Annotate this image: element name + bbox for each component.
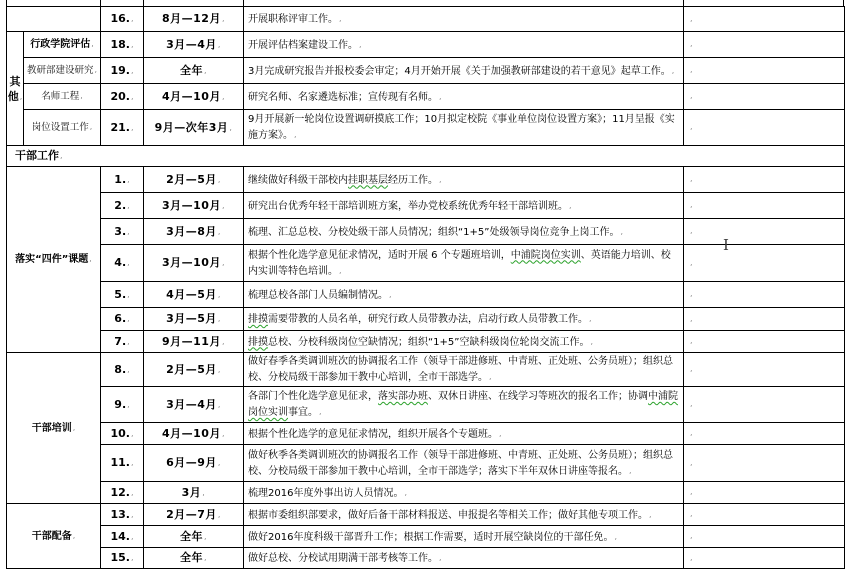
empty-status-cell[interactable]: [684, 193, 845, 219]
cell-text: 18.: [110, 37, 130, 51]
row-number-cell[interactable]: [101, 445, 144, 482]
cell-end-mark: ,: [130, 509, 134, 519]
cell-end-mark: ,: [319, 407, 322, 416]
empty-status-cell[interactable]: [684, 526, 845, 548]
task-cell[interactable]: [244, 504, 684, 526]
table-row: [7, 193, 845, 219]
cell-end-mark: ,: [217, 226, 221, 236]
row-number-cell[interactable]: [101, 7, 144, 32]
subcategory-cell[interactable]: [24, 58, 101, 84]
cell-text: 6.: [114, 312, 127, 325]
table-row: [7, 282, 845, 308]
cell-end-mark: ,: [339, 265, 342, 275]
cell-end-mark: ,: [217, 399, 221, 409]
task-cell[interactable]: [244, 331, 684, 353]
cell-text: 行政学院评估: [30, 39, 91, 50]
task-cell[interactable]: [244, 58, 684, 84]
cell-text: 3.: [114, 224, 127, 238]
task-cell[interactable]: [244, 445, 684, 482]
cell-end-mark: ,: [229, 122, 233, 132]
task-text: 梳理、汇总总校、分校处级干部人员情况；组织“1+5”处级领导岗位竞争上岗工作。: [248, 226, 620, 238]
cell-end-mark: ,: [690, 509, 693, 518]
task-text: 、双休日讲座、在线学习等班次的报名工作；协调: [428, 391, 648, 402]
row-number-cell[interactable]: [101, 353, 144, 387]
cell-text: 3月: [181, 485, 202, 499]
cell-end-mark: ,: [130, 122, 134, 132]
row-number-cell[interactable]: [101, 167, 144, 193]
row-number-cell[interactable]: [101, 548, 144, 569]
cell-end-mark: ,: [221, 200, 225, 210]
cell-text: 9月—次年3月: [154, 120, 229, 134]
row-number-cell[interactable]: [101, 193, 144, 219]
cell-text: 16.: [110, 12, 130, 25]
row-number-cell[interactable]: [101, 504, 144, 526]
cell-end-mark: ,: [217, 458, 221, 467]
cell-end-mark: ,: [91, 39, 94, 48]
empty-status-cell[interactable]: [684, 331, 845, 353]
cell-end-mark: ,: [127, 226, 130, 236]
task-cell[interactable]: [244, 482, 684, 504]
cell-text: 21.: [110, 120, 130, 134]
cell-end-mark: ,: [217, 39, 221, 49]
cell-end-mark: ,: [671, 65, 675, 75]
cell-end-mark: ,: [614, 531, 617, 541]
cell-end-mark: ,: [60, 151, 63, 160]
row-number-cell[interactable]: [101, 308, 144, 331]
empty-status-cell[interactable]: [684, 58, 845, 84]
section-header-cell[interactable]: [7, 146, 845, 167]
task-cell[interactable]: [244, 282, 684, 308]
date-range-cell[interactable]: [144, 423, 244, 445]
category-cell-empty[interactable]: [7, 7, 101, 32]
row-number-cell[interactable]: [101, 282, 144, 308]
cell-end-mark: ,: [130, 39, 134, 49]
spellcheck-flagged-text: 落实部办班: [378, 391, 428, 402]
date-range-cell[interactable]: [144, 110, 244, 146]
table-row: [7, 331, 845, 353]
cell-end-mark: ,: [203, 553, 208, 562]
cell-text: 名师工程: [41, 91, 80, 102]
cell-end-mark: ,: [127, 336, 130, 346]
cell-end-mark: ,: [221, 91, 225, 101]
date-range-cell[interactable]: [144, 308, 244, 331]
task-text: 做好总校、分校试用期满干部考核等工作。: [248, 553, 438, 564]
task-text: 9月开展新一轮岗位设置调研摸底工作；10月拟定校院《事业单位岗位设置方案》；11月呈报《实施方案》。: [248, 114, 675, 141]
empty-status-cell[interactable]: [684, 167, 845, 193]
cell-text: 15.: [110, 551, 130, 564]
date-range-cell[interactable]: [144, 58, 244, 84]
cell-end-mark: ,: [690, 289, 693, 298]
row-number-cell[interactable]: [101, 482, 144, 504]
cell-text: 10.: [110, 426, 130, 440]
task-cell[interactable]: [244, 84, 684, 110]
date-range-cell[interactable]: [144, 445, 244, 482]
cell-end-mark: ,: [203, 65, 208, 75]
date-range-cell[interactable]: [144, 282, 244, 308]
task-text: 做好秋季各类调训班次的协调报名工作（领导干部进修班、中青班、正处班、公务员班）；组织总校、分校局级干部参加干教中心培训，全市干部选学；落实下半年双休日讲座等报名。: [248, 449, 673, 477]
date-range-cell[interactable]: [144, 387, 244, 423]
cell-text: 干部配备: [31, 530, 72, 542]
cell-end-mark: ,: [130, 553, 134, 562]
spellcheck-flagged-text: 挂职基层: [348, 174, 388, 186]
cell-end-mark: ,: [620, 226, 624, 236]
cell-end-mark: ,: [221, 258, 225, 267]
cell-text: 落实“四件”课题: [15, 254, 89, 265]
cell-end-mark: ,: [127, 364, 130, 374]
date-range-cell[interactable]: [144, 331, 244, 353]
row-number-cell[interactable]: [101, 423, 144, 445]
cell-end-mark: ,: [439, 91, 442, 101]
cell-end-mark: ,: [499, 428, 502, 438]
task-cell[interactable]: [244, 548, 684, 569]
task-cell[interactable]: [244, 110, 684, 146]
cell-end-mark: ,: [294, 130, 297, 139]
cell-end-mark: ,: [127, 258, 130, 267]
cell-text: 3月—4月: [166, 37, 217, 51]
empty-status-cell[interactable]: [684, 110, 845, 146]
task-cell[interactable]: [244, 167, 684, 193]
task-cell[interactable]: [244, 423, 684, 445]
cell-end-mark: ,: [217, 174, 221, 184]
task-text: 、英语能力培训、校内实训等特色培训。: [248, 249, 671, 277]
cell-end-mark: ,: [202, 487, 206, 497]
task-text: 3月完成研究报告并报校委会审定；4月开始开展《关于加强教研部建设的若干意见》起草工作。: [248, 65, 671, 77]
date-range-cell[interactable]: [144, 84, 244, 110]
cell-end-mark: ,: [19, 91, 23, 101]
task-cell[interactable]: [244, 308, 684, 331]
cell-text: 全年: [179, 529, 203, 543]
cell-end-mark: ,: [127, 314, 130, 323]
subcategory-cell[interactable]: [24, 32, 101, 58]
date-range-cell[interactable]: [144, 482, 244, 504]
cell-text: 5.: [114, 287, 127, 301]
task-text: 研究出台优秀年轻干部培训班方案，举办党校系统优秀年轻干部培训班。: [248, 200, 568, 212]
cell-text: 3月—8月: [166, 224, 217, 238]
category-cell[interactable]: [7, 32, 24, 146]
date-range-cell[interactable]: [144, 167, 244, 193]
row-number-cell[interactable]: [101, 32, 144, 58]
row-number-cell[interactable]: [101, 110, 144, 146]
cell-end-mark: ,: [690, 531, 693, 540]
cell-end-mark: ,: [127, 200, 130, 210]
table-row: [7, 7, 845, 32]
cell-text: 12.: [110, 485, 130, 499]
cell-end-mark: ,: [72, 422, 76, 432]
cell-end-mark: ,: [217, 364, 221, 374]
empty-status-cell[interactable]: [684, 423, 845, 445]
task-text: 各部门个性化选学意见征求，: [248, 391, 378, 402]
cell-text: 全年: [179, 63, 203, 77]
cell-end-mark: ,: [203, 531, 208, 541]
date-range-cell[interactable]: [144, 526, 244, 548]
table-row: [7, 219, 845, 245]
cell-end-mark: ,: [130, 14, 134, 23]
cell-end-mark: ,: [690, 364, 693, 373]
empty-status-cell[interactable]: [684, 504, 845, 526]
task-text: 经历工作。: [388, 174, 438, 186]
cell-text: 2月—5月: [166, 172, 217, 186]
cell-text: 1.: [114, 172, 127, 186]
cell-end-mark: ,: [649, 509, 652, 519]
spellcheck-flagged-text: 中浦院岗位实训: [248, 391, 678, 418]
task-text: 做好春季各类调训班次的协调报名工作（领导干部进修班、中青班、正处班、公务员班）；组织总校、分校局级干部参加干教中心培训，全市干部选学。: [248, 356, 673, 383]
cell-end-mark: ,: [130, 65, 134, 75]
cell-end-mark: ,: [690, 174, 693, 183]
cell-end-mark: ,: [690, 39, 693, 48]
cell-end-mark: ,: [221, 14, 225, 23]
task-text: 总校、分校科级岗位空缺情况；组织“1+5”空缺科级岗位轮岗交流工作。: [268, 336, 590, 348]
empty-status-cell[interactable]: [684, 32, 845, 58]
cell-end-mark: ,: [690, 336, 693, 345]
empty-status-cell[interactable]: [684, 245, 845, 282]
cell-end-mark: ,: [127, 289, 130, 299]
task-text: 梳理2016年度外事出访人员情况。: [248, 487, 404, 499]
cell-text: 9月—11月: [161, 334, 221, 348]
table-row: [7, 482, 845, 504]
cell-end-mark: ,: [94, 65, 98, 74]
empty-status-cell[interactable]: [684, 282, 845, 308]
cell-end-mark: ,: [130, 428, 134, 438]
table-row: [7, 548, 845, 569]
spellcheck-flagged-text: 排摸: [248, 336, 268, 348]
cell-text: 其他: [7, 74, 21, 103]
date-range-cell[interactable]: [144, 548, 244, 569]
cell-text: 3月—4月: [166, 397, 217, 411]
cell-text: 4月—10月: [161, 89, 221, 103]
row-number-cell[interactable]: [101, 219, 144, 245]
cell-end-mark: ,: [389, 289, 392, 299]
cell-end-mark: ,: [690, 428, 693, 437]
table-row: [7, 32, 845, 58]
date-range-cell[interactable]: [144, 353, 244, 387]
cell-text: 4月—5月: [166, 287, 217, 301]
cell-text: 干部培训: [31, 422, 72, 434]
cell-text: 岗位设置工作: [31, 122, 89, 133]
cell-text: 11.: [110, 456, 130, 469]
cell-end-mark: ,: [359, 39, 362, 49]
date-range-cell[interactable]: [144, 7, 244, 32]
cell-text: 4月—10月: [161, 426, 221, 440]
cell-end-mark: ,: [439, 174, 442, 184]
cell-end-mark: ,: [130, 458, 134, 467]
row-number-cell[interactable]: [101, 58, 144, 84]
cell-text: 8.: [114, 362, 127, 376]
cell-text: 3月—10月: [161, 256, 221, 269]
task-cell[interactable]: [244, 387, 684, 423]
cell-end-mark: ,: [569, 200, 572, 210]
cell-text: 4.: [114, 256, 127, 269]
cell-end-mark: ,: [404, 487, 407, 497]
task-text: 研究名师、名家遴选标准；宣传现有名师。: [248, 91, 438, 103]
table-row: [7, 308, 845, 331]
cell-text: 6月—9月: [166, 456, 217, 469]
task-text: 根据个性化选学的意见征求情况，组织开展各个专题班。: [248, 428, 498, 440]
spellcheck-flagged-text: 中浦院岗位实训: [510, 249, 581, 261]
task-text: 继续做好科级干部校内: [248, 174, 348, 186]
cell-text: 20.: [110, 89, 130, 103]
cell-end-mark: ,: [439, 553, 442, 562]
work-plan-table: [6, 6, 845, 569]
empty-status-cell[interactable]: [684, 445, 845, 482]
cell-end-mark: ,: [217, 314, 221, 323]
task-cell[interactable]: [244, 245, 684, 282]
cell-text: 2月—7月: [166, 507, 217, 521]
row-number-cell[interactable]: [101, 84, 144, 110]
row-number-cell[interactable]: [101, 245, 144, 282]
cell-text: 13.: [110, 507, 130, 521]
cell-end-mark: ,: [89, 122, 93, 131]
cell-end-mark: ,: [590, 336, 594, 346]
cell-text: 教研部建设研究: [26, 65, 94, 76]
table-row: [7, 245, 845, 282]
cell-end-mark: ,: [130, 487, 134, 497]
cell-end-mark: ,: [690, 65, 693, 74]
cell-end-mark: ,: [127, 399, 130, 409]
cell-text: 14.: [110, 529, 130, 543]
cell-text: 2月—5月: [166, 362, 217, 376]
table-row: [7, 110, 845, 146]
cell-end-mark: ,: [690, 91, 693, 100]
table-row: [7, 84, 845, 110]
empty-status-cell[interactable]: [684, 548, 845, 569]
table-row: [7, 445, 845, 482]
task-cell[interactable]: [244, 219, 684, 245]
cell-end-mark: ,: [217, 289, 221, 299]
empty-status-cell[interactable]: [684, 387, 845, 423]
table-row: [7, 504, 845, 526]
cell-end-mark: ,: [89, 254, 92, 263]
cell-end-mark: ,: [489, 372, 492, 381]
cell-end-mark: ,: [72, 530, 76, 540]
task-cell[interactable]: [244, 32, 684, 58]
cell-end-mark: ,: [690, 226, 693, 235]
cell-text: 7.: [114, 334, 127, 348]
cell-end-mark: ,: [690, 257, 693, 267]
cell-text: 8月—12月: [161, 12, 221, 25]
empty-status-cell[interactable]: [684, 353, 845, 387]
cell-end-mark: ,: [690, 13, 693, 23]
cell-end-mark: ,: [690, 200, 693, 209]
cell-end-mark: ,: [80, 91, 83, 100]
subcategory-cell[interactable]: [24, 110, 101, 146]
task-text: 开展评估档案建设工作。: [248, 39, 358, 51]
empty-status-cell[interactable]: [684, 482, 845, 504]
table-row: [7, 353, 845, 387]
task-text: 梳理总校各部门人员编制情况。: [248, 289, 388, 301]
cell-end-mark: ,: [339, 14, 342, 23]
cell-text: 2.: [114, 198, 127, 212]
text-cursor-ibeam: I: [723, 236, 729, 254]
task-text: 根据个性化选学意见征求情况，适时开展 6 个专题班培训，: [248, 249, 511, 261]
cell-end-mark: ,: [690, 399, 693, 408]
cell-text: 19.: [110, 63, 130, 77]
table-row: [7, 387, 845, 423]
table-row: [7, 146, 845, 167]
work-plan-table-body: [7, 7, 845, 569]
task-cell[interactable]: [244, 193, 684, 219]
empty-status-cell[interactable]: [684, 84, 845, 110]
group-label-cell[interactable]: [7, 504, 101, 569]
task-cell[interactable]: [244, 353, 684, 387]
cell-end-mark: ,: [130, 531, 134, 541]
row-number-cell[interactable]: [101, 331, 144, 353]
cell-end-mark: ,: [127, 174, 130, 184]
task-text: 开展职称评审工作。: [248, 14, 338, 25]
cell-text: 3月—5月: [166, 312, 217, 325]
date-range-cell[interactable]: [144, 32, 244, 58]
cell-end-mark: ,: [629, 465, 632, 475]
empty-status-cell[interactable]: [684, 7, 845, 32]
table-row: [7, 167, 845, 193]
spellcheck-flagged-text: 排摸: [248, 314, 268, 325]
empty-status-cell[interactable]: [684, 308, 845, 331]
table-row: [7, 58, 845, 84]
cell-text: 3月—10月: [161, 198, 221, 212]
cell-end-mark: ,: [221, 428, 225, 438]
cell-end-mark: ,: [690, 552, 693, 562]
task-cell[interactable]: [244, 7, 684, 32]
cell-end-mark: ,: [130, 91, 134, 101]
cell-end-mark: ,: [690, 122, 693, 131]
cell-end-mark: ,: [690, 457, 693, 467]
date-range-cell[interactable]: [144, 245, 244, 282]
cell-text: 9.: [114, 397, 127, 411]
cell-end-mark: ,: [217, 509, 221, 519]
task-text: 需要带教的人员名单，研究行政人员带教办法，启动行政人员带教工作。: [268, 314, 588, 325]
task-text: 事宜。: [288, 407, 318, 418]
cell-end-mark: ,: [690, 487, 693, 496]
cell-end-mark: ,: [221, 336, 225, 346]
task-cell[interactable]: [244, 526, 684, 548]
cell-text: 干部工作: [15, 149, 59, 162]
row-number-cell[interactable]: [101, 526, 144, 548]
cell-end-mark: ,: [589, 314, 592, 323]
empty-status-cell[interactable]: [684, 219, 845, 245]
date-range-cell[interactable]: [144, 193, 244, 219]
group-label-cell[interactable]: [7, 167, 101, 353]
subcategory-cell[interactable]: [24, 84, 101, 110]
date-range-cell[interactable]: [144, 504, 244, 526]
task-text: 根据市委组织部要求，做好后备干部材料报送、申报提名等相关工作；做好其他专项工作。: [248, 509, 648, 521]
table-row: [7, 423, 845, 445]
row-number-cell[interactable]: [101, 387, 144, 423]
table-row: [7, 526, 845, 548]
date-range-cell[interactable]: [144, 219, 244, 245]
group-label-cell[interactable]: [7, 353, 101, 504]
cell-end-mark: ,: [690, 313, 693, 323]
cell-text: 全年: [179, 551, 203, 564]
task-text: 做好2016年度科级干部晋升工作；根据工作需要，适时开展空缺岗位的干部任免。: [248, 531, 614, 543]
